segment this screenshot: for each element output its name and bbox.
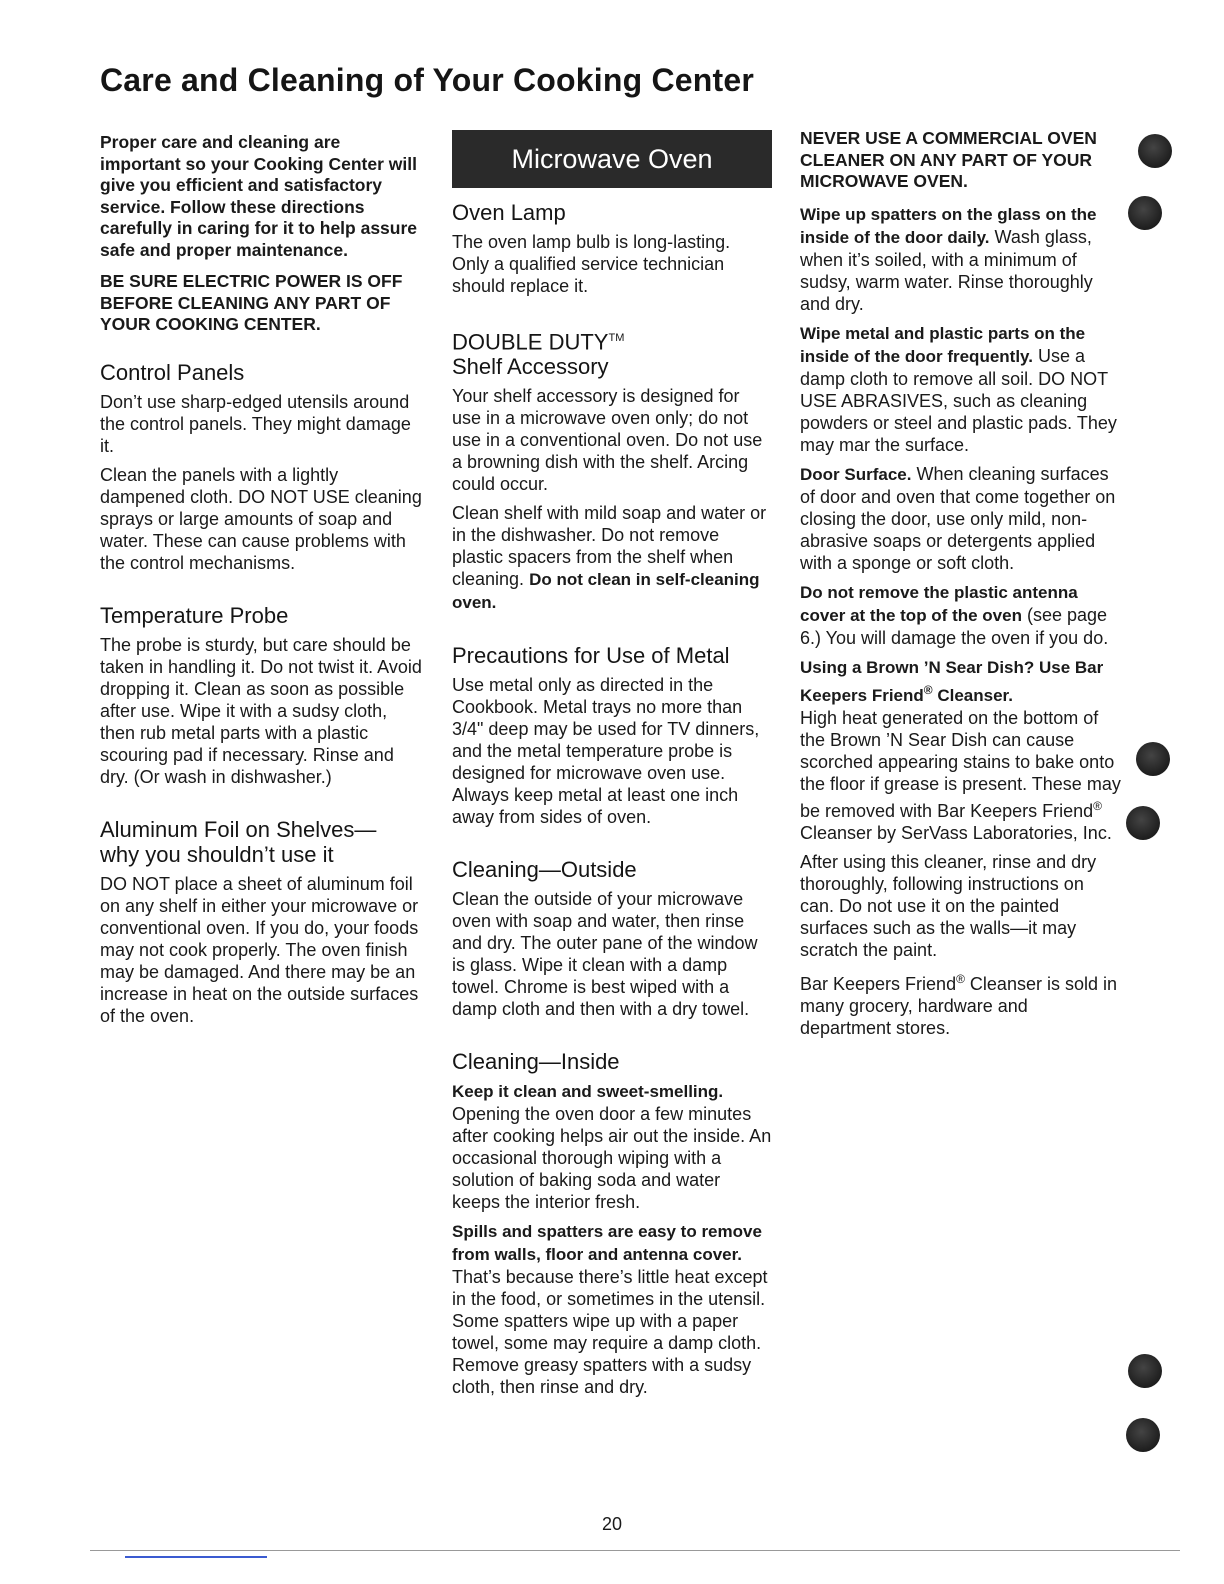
never-use-warning: NEVER USE A COMMERCIAL OVEN CLEANER ON ANY PART OF YOUR MICROWAVE OVEN. (800, 128, 1097, 191)
binder-hole-icon (1126, 1418, 1160, 1452)
double-duty-p2: Clean shelf with mild soap and water or in the dishwasher. Do not remove plastic spacers from the shelf when cleaning. Do not clean in self-cleaning oven. (452, 503, 767, 613)
temperature-probe-p1: The probe is sturdy, but care should be taken in handling it. Do not twist it. Avoid dropping it. Clean as soon as possible after use. Wipe it with a sudsy cloth, then rub metal parts with a plastic scouring pad if necessary. Rinse and dry. (Or wash in dishwasher.) (100, 634, 422, 787)
cleaning-inside-p2: Spills and spatters are easy to remove from walls, floor and antenna cover. That’s because there’s little heat except in the food, or sometimes in the utensil. Some spatters wipe up with a paper towel, some may require a damp cloth. Remove greasy spatters with a sudsy cloth, then rinse and dry. (452, 1222, 768, 1398)
aluminum-foil-heading-line2: why you shouldn’t use it (100, 841, 334, 867)
page-number: 20 (601, 1514, 623, 1534)
cleaning-inside-heading: Cleaning—Inside (452, 1049, 620, 1075)
double-duty-heading-line2: Shelf Accessory (452, 354, 609, 380)
where-sold-paragraph: Bar Keepers Friend® Cleanser is sold in many grocery, hardware and department stores. (800, 971, 1117, 1038)
antenna-paragraph: Do not remove the plastic antenna cover at the top of the oven (see page 6.) You will damage the oven if you do. (800, 582, 1109, 648)
trademark-mark: TM (608, 332, 625, 344)
glass-paragraph: Wipe up spatters on the glass on the inside of the door daily. Wash glass, when it’s soiled, with a minimum of sudsy, warm water. Rinse thoroughly and dry. (800, 204, 1097, 314)
oven-lamp-p1: The oven lamp bulb is long-lasting. Only a qualified service technician should replace it. (452, 232, 731, 296)
binder-hole-icon (1128, 1354, 1162, 1388)
aluminum-foil-p1: DO NOT place a sheet of aluminum foil on any shelf in either your microwave or conventional oven. If you do, your foods may not cook properly. The oven finish may be damaged. And there may be an increase in heat on the outside surfaces of the oven. (100, 873, 419, 1026)
intro-paragraph: Proper care and cleaning are important so your Cooking Center will give you efficient and satisfactory service. Follow these directions carefully in caring for it to help assure safe and proper maintenance. (100, 132, 418, 260)
metal-precautions-p1: Use metal only as directed in the Cookbook. Metal trays no more than 3/4" deep may be used for TV dinners, and the metal temperature probe is designed for microwave oven use. Always keep metal at least one inch away from sides of oven. (452, 675, 760, 828)
binder-hole-icon (1136, 742, 1170, 776)
after-cleaning-paragraph: After using this cleaner, rinse and dry thoroughly, following instructions on can. Do not use it on the painted surfaces such as the walls—it may scratch the paint. (800, 851, 1097, 960)
column-middle (452, 130, 772, 1405)
temperature-probe-heading: Temperature Probe (100, 602, 289, 628)
door-surface-paragraph: Door Surface. When cleaning surfaces of door and oven that come together on closing the door, use only mild, non-abrasive soaps or detergents applied with a sponge or soft cloth. (800, 463, 1116, 573)
double-duty-heading (452, 326, 772, 379)
cleaning-inside-p1: Keep it clean and sweet-smelling. Opening the oven door a few minutes after cooking helps air out the inside. An occasional thorough wiping with a solution of baking soda and water keeps the interior fresh. (452, 1082, 772, 1213)
cleaning-outside-p1: Clean the outside of your microwave oven with soap and water, then rinse and dry. The outer pane of the window is glass. Wipe it clean with a damp towel. Chrome is best wiped with a damp cloth and then with a dry towel. (452, 889, 758, 1020)
double-duty-p1: Your shelf accessory is designed for use in a microwave oven only; do not use in a conventional oven. Do not use a browning dish with the shelf. Arcing could occur. (452, 386, 763, 495)
control-panels-p1: Don’t use sharp-edged utensils around the control panels. They might damage it. (100, 391, 411, 456)
binder-hole-icon (1138, 134, 1172, 168)
aluminum-foil-heading-line1: Aluminum Foil on Shelves— (100, 816, 377, 842)
metal-plastic-paragraph: Wipe metal and plastic parts on the inside of the door frequently. Use a damp cloth to remove all soil. DO NOT USE ABRASIVES, such as cleaning powders or steel and plastic pads. They may mar the surface. (800, 323, 1117, 455)
control-panels-p2: Clean the panels with a lightly dampened cloth. DO NOT USE cleaning sprays or large amounts of soap and water. These can cause problems with the control mechanisms. (100, 464, 422, 573)
cleaning-outside-heading: Cleaning—Outside (452, 857, 637, 883)
aluminum-foil-heading (100, 817, 425, 867)
bottom-rule (90, 1550, 1180, 1551)
page-title: Care and Cleaning of Your Cooking Center (100, 62, 754, 98)
microwave-oven-banner: Microwave Oven (452, 130, 772, 188)
oven-lamp-heading: Oven Lamp (452, 200, 566, 225)
brown-n-sear-paragraph: Using a Brown ’N Sear Dish? Use Bar Keepers Friend® Cleanser. High heat generated on the bottom of the Brown ’N Sear Dish can cause scorched appearing stains to bake onto the floor if grease is present. These may be removed with Bar Keepers Friend® Cleanser by SerVass Laboratories, Inc. (800, 657, 1121, 843)
column-left (100, 132, 425, 1034)
binder-hole-icon (1126, 806, 1160, 840)
control-panels-heading: Control Panels (100, 359, 245, 385)
double-duty-heading-line1: DOUBLE DUTY™ (452, 329, 625, 355)
power-warning: BE SURE ELECTRIC POWER IS OFF BEFORE CLEANING ANY PART OF YOUR COOKING CENTER. (100, 271, 403, 334)
binder-hole-icon (1128, 196, 1162, 230)
metal-precautions-heading: Precautions for Use of Metal (452, 643, 730, 669)
column-right (800, 128, 1122, 1046)
blue-rule (125, 1556, 267, 1558)
